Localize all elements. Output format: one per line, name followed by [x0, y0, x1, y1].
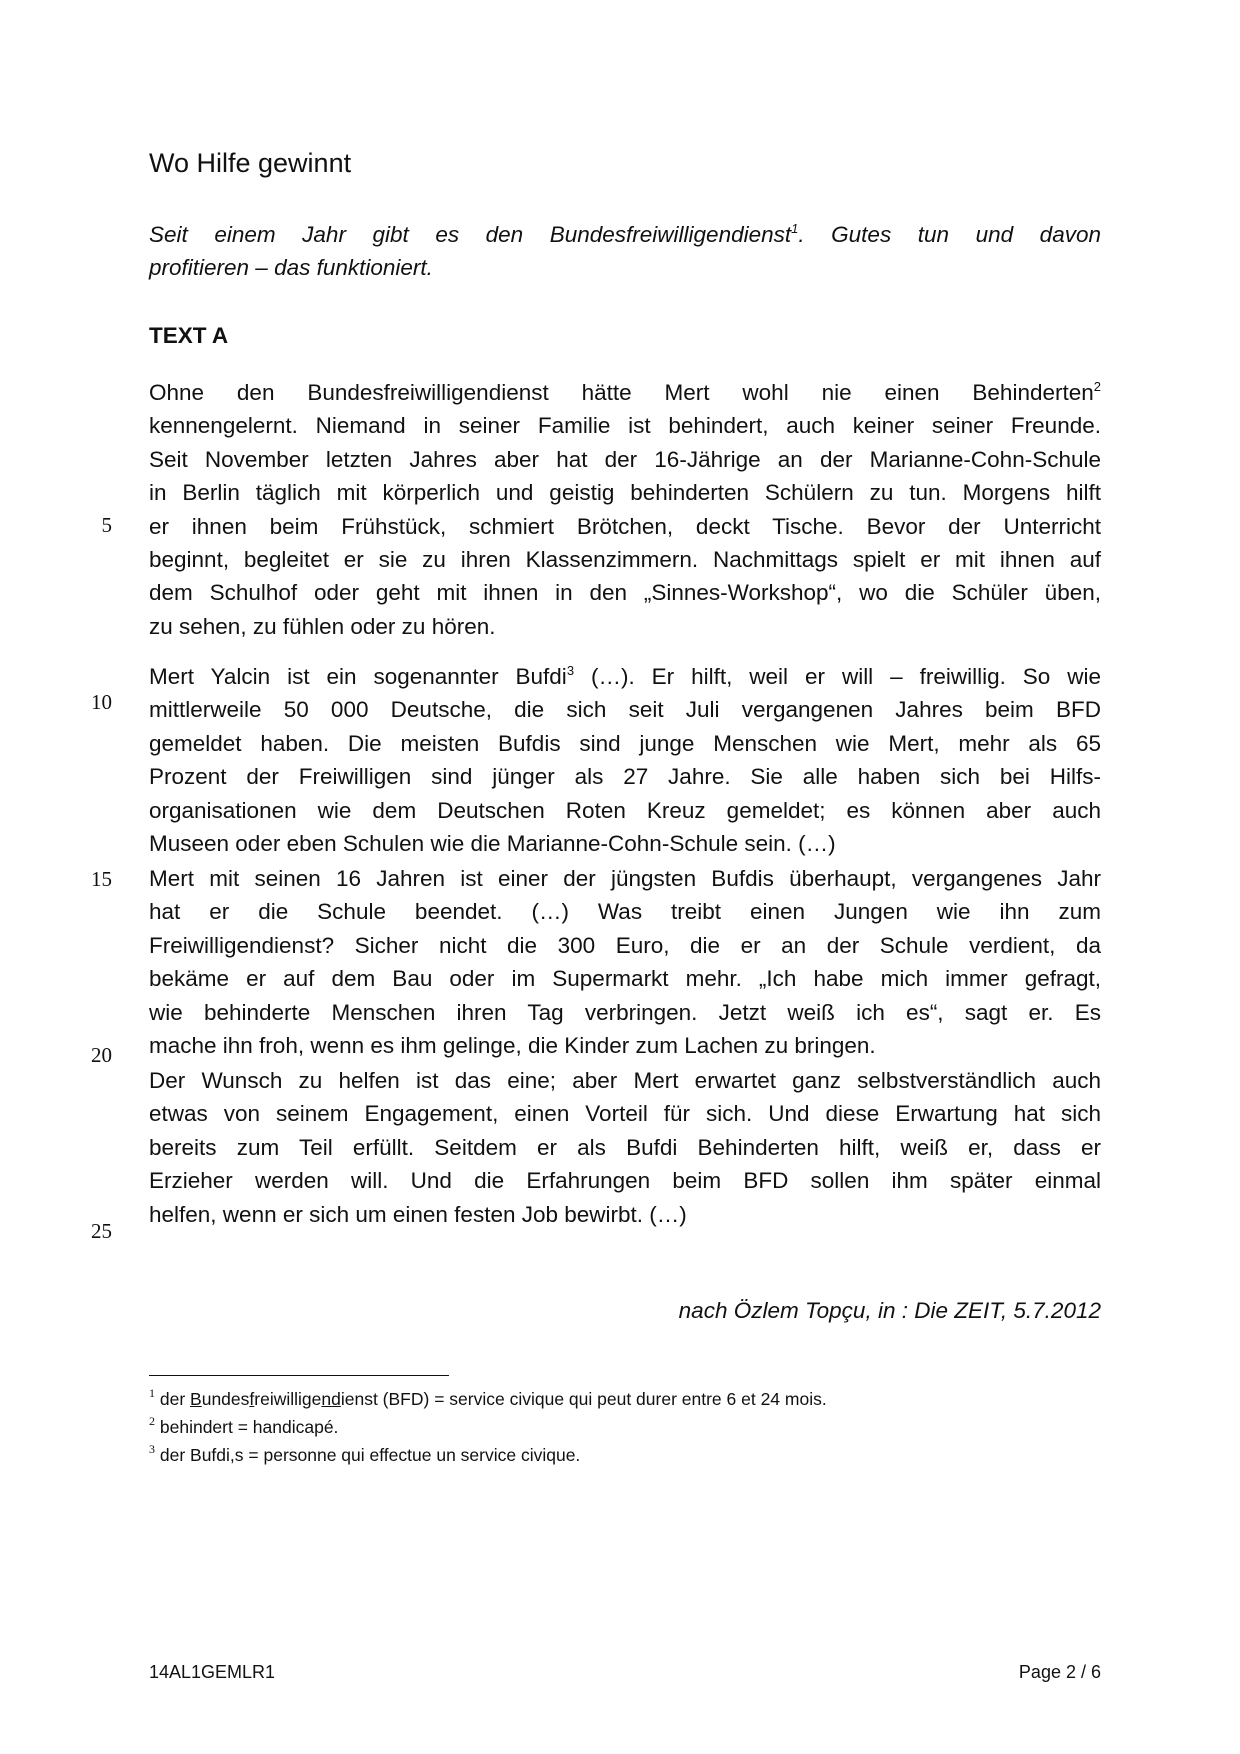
- text-line: Prozent der Freiwilligen sind jünger als 27 Jahre. Sie alle haben sich bei Hilfs-: [149, 764, 1101, 790]
- footnote-ref-1: 1: [791, 221, 799, 236]
- text-line: Freiwilligendienst? Sicher nicht die 300 Euro, die er an der Schule verdient, da: [149, 932, 1101, 958]
- text-line: mittlerweile 50 000 Deutsche, die sich seit Juli vergangenen Jahres beim BFD: [149, 697, 1101, 723]
- paragraph-1: [149, 376, 1101, 643]
- document-title: Wo Hilfe gewinnt: [149, 148, 352, 178]
- footnote-ref-2: 2: [1093, 379, 1101, 394]
- text-line: Mert Yalcin ist ein sogenannter Bufdi$^3$ (…). Er hilft, weil er will – freiwillig. So wie: [149, 663, 1101, 689]
- section-heading: TEXT A: [149, 323, 229, 348]
- subtitle-line-2: profitieren – das funktioniert.: [149, 255, 433, 280]
- text-line: hat er die Schule beendet. (…) Was treibt einen Jungen wie ihn zum: [149, 899, 1101, 925]
- footnote-1: $^1$ der Bundesfreiwilligendienst (BFD) = service civique qui peut durer entre 6 et 24 mois.: [149, 1386, 827, 1409]
- line-number-20: 20: [91, 1043, 112, 1067]
- text-line: Ohne den Bundesfreiwilligendienst hätte Mert wohl nie einen Behinderten$^2$: [149, 379, 1101, 405]
- paragraph-2: [149, 660, 1101, 860]
- text-line: gemeldet haben. Die meisten Bufdis sind junge Menschen wie Mert, mehr als 65: [149, 730, 1101, 756]
- paragraph-3: [149, 862, 1101, 1062]
- paragraph-4: [149, 1064, 1101, 1231]
- line-number-15: 15: [91, 867, 112, 891]
- text-line: in Berlin täglich mit körperlich und geistig behinderten Schülern zu tun. Morgens hilft: [149, 480, 1101, 506]
- text-line: kennengelernt. Niemand in seiner Familie ist behindert, auch keiner seiner Freunde.: [149, 413, 1101, 439]
- line-number-25: 25: [91, 1219, 112, 1243]
- text-line: bereits zum Teil erfüllt. Seitdem er als Bufdi Behinderten hilft, weiß er, dass er: [149, 1134, 1101, 1160]
- footnote-3: $^3$ der Bufdi,s = personne qui effectue un service civique.: [149, 1442, 581, 1465]
- text-line: dem Schulhof oder geht mit ihnen in den „Sinnes-Workshop“, wo die Schüler üben,: [149, 580, 1101, 606]
- line-number-10: 10: [91, 690, 112, 714]
- text-line: etwas von seinem Engagement, einen Vorteil für sich. Und diese Erwartung hat sich: [149, 1101, 1101, 1127]
- text-line: beginnt, begleitet er sie zu ihren Klassenzimmern. Nachmittags spielt er mit ihnen auf: [149, 547, 1101, 573]
- footnote-divider: [149, 1375, 449, 1376]
- text-line: Mert mit seinen 16 Jahren ist einer der jüngsten Bufdis überhaupt, vergangenes Jahr: [149, 866, 1101, 891]
- subtitle-line-1: Seit einem Jahr gibt es den Bundesfreiwilligendienst$^1$. Gutes tun und davon: [149, 221, 1101, 247]
- line-number-5: 5: [101, 513, 112, 537]
- page-number: Page 2 / 6: [1018, 1662, 1101, 1682]
- text-line: er ihnen beim Frühstück, schmiert Brötchen, deckt Tische. Bevor der Unterricht: [149, 513, 1101, 539]
- document-code: 14AL1GEMLR1: [149, 1662, 276, 1682]
- text-line: helfen, wenn er sich um einen festen Job bewirbt. (…): [149, 1201, 687, 1227]
- footnotes: [149, 1385, 827, 1469]
- text-line: wie behinderte Menschen ihren Tag verbringen. Jetzt weiß ich es“, sagt er. Es: [149, 999, 1101, 1025]
- text-line: Erzieher werden will. Und die Erfahrungen beim BFD sollen ihm später einmal: [149, 1168, 1101, 1194]
- footnote-2: $^2$ behindert = handicapé.: [149, 1414, 339, 1437]
- text-line: zu sehen, zu fühlen oder zu hören.: [149, 613, 496, 639]
- text-line: Seit November letzten Jahres aber hat der 16-Jährige an der Marianne-Cohn-Schule: [149, 446, 1101, 472]
- text-line: mache ihn froh, wenn es ihm gelinge, die Kinder zum Lachen zu bringen.: [149, 1033, 876, 1059]
- text-line: Der Wunsch zu helfen ist das eine; aber Mert erwartet ganz selbstverständlich auch: [149, 1068, 1101, 1093]
- subtitle: [149, 218, 1101, 284]
- footnote-ref-3: 3: [566, 663, 575, 678]
- source-citation: nach Özlem Topçu, in : Die ZEIT, 5.7.2012: [678, 1298, 1101, 1323]
- text-line: organisationen wie dem Deutschen Roten Kreuz gemeldet; es können aber auch: [149, 797, 1101, 823]
- text-line: Museen oder eben Schulen wie die Marianne-Cohn-Schule sein. (…): [149, 831, 836, 857]
- text-line: bekäme er auf dem Bau oder im Supermarkt mehr. „Ich habe mich immer gefragt,: [149, 966, 1101, 992]
